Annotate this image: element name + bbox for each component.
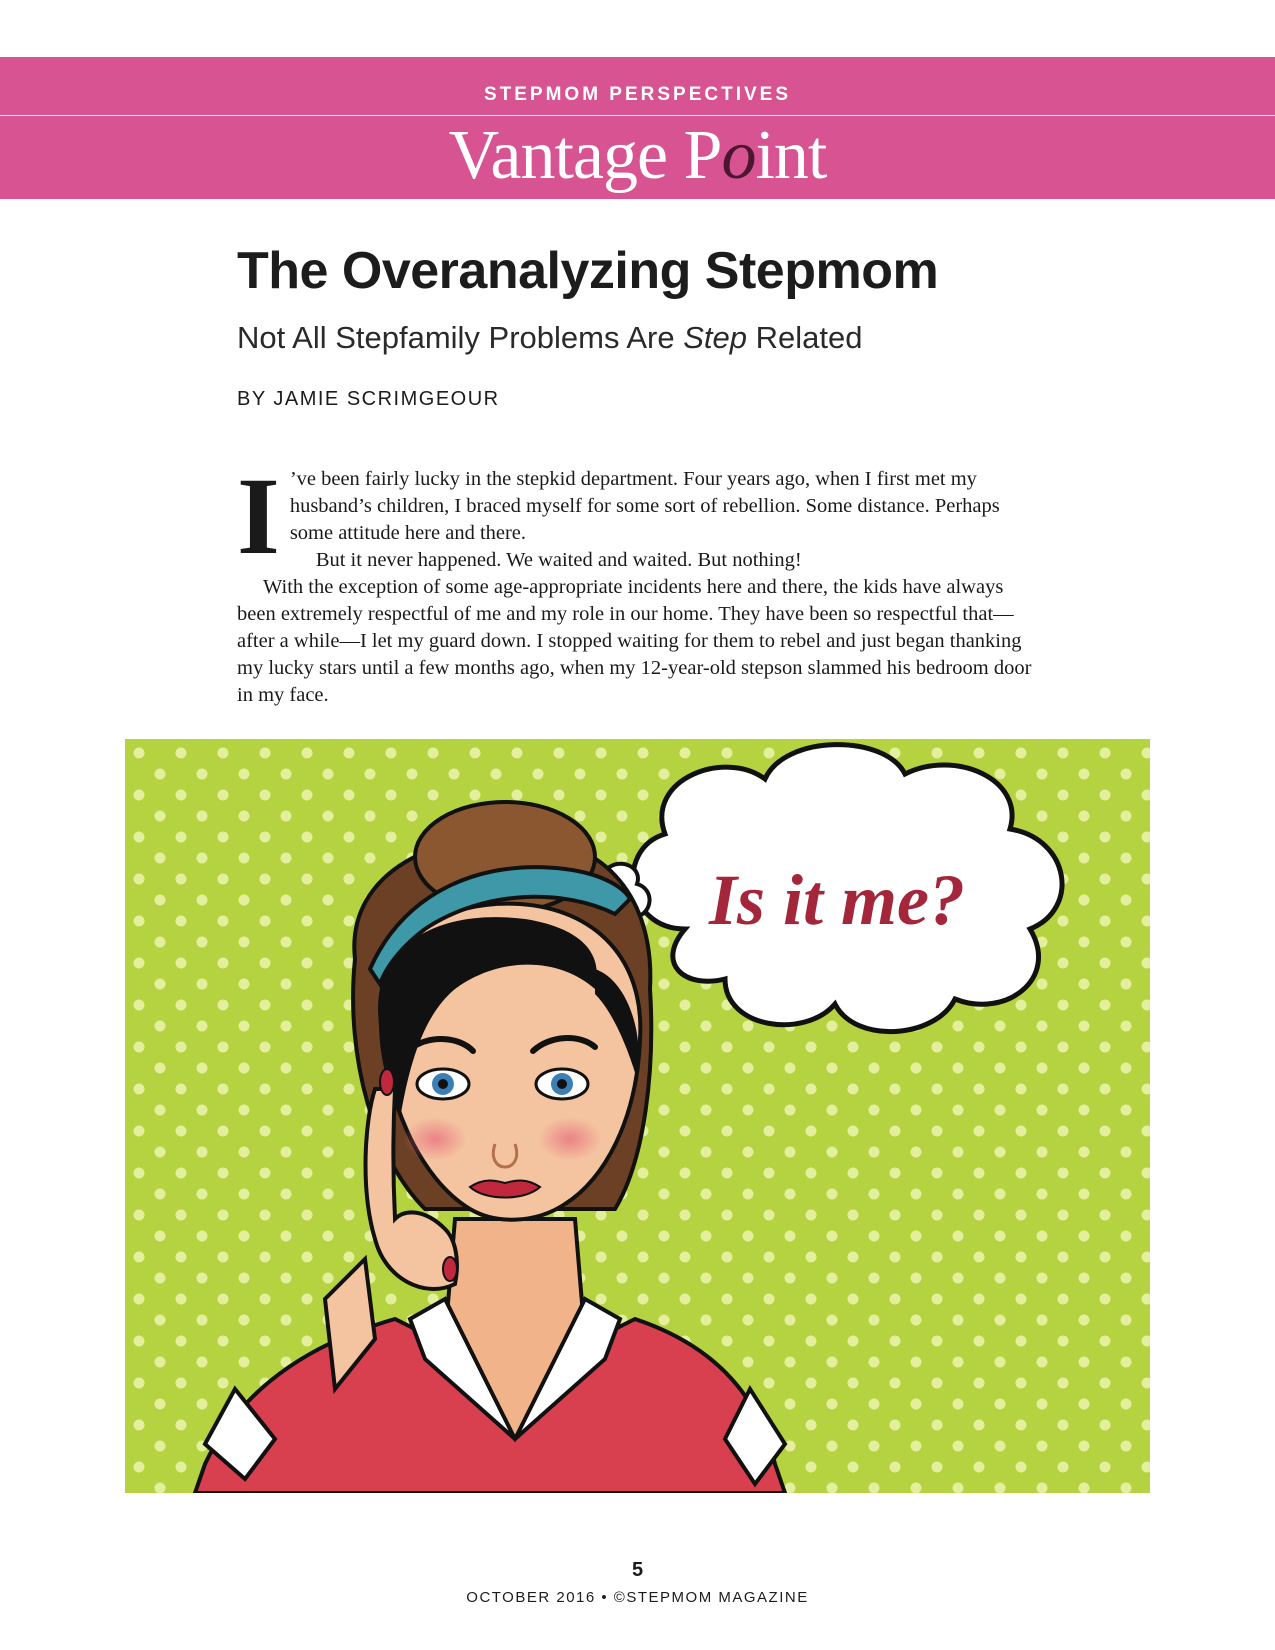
article-subhead xyxy=(237,318,1137,358)
paragraph-1: ’ve been fairly lucky in the stepkid department. Four years ago, when I first met my husband’s children, I braced myself for some sort of rebellion. Some distance. Perhaps some attitude here and there. xyxy=(289,468,1000,544)
byline: BY JAMIE SCRIMGEOUR xyxy=(237,388,500,410)
column-title-part1: Vantage P xyxy=(448,117,722,194)
column-title-accent: o xyxy=(721,117,756,194)
article-headline: The Overanalyzing Stepmom xyxy=(237,242,939,300)
fingernail-lower xyxy=(443,1257,457,1281)
drop-cap: I xyxy=(237,455,280,577)
issue-line: OCTOBER 2016 • ©STEPMOM MAGAZINE xyxy=(466,1589,809,1606)
blush-right xyxy=(538,1117,602,1161)
article-body xyxy=(237,455,1037,709)
subhead-italic: Step xyxy=(683,320,748,355)
paragraph-3: With the exception of some age-appropriate incidents here and there, the kids have always been extremely respectful of me and my role in our home. They have been so respectful that—after a while—I let my guard down. I stopped waiting for them to rebel and just began thanking my lucky stars until a few months ago, when my 12-year-old stepson slammed his bedroom door in my face. xyxy=(237,576,1032,706)
column-title xyxy=(0,117,1275,195)
fingernail-top xyxy=(380,1069,394,1095)
column-title-part2: int xyxy=(755,117,827,194)
speech-bubble-text: Is it me? xyxy=(708,860,966,940)
subhead-part2: Related xyxy=(747,320,863,355)
blush-left xyxy=(403,1117,467,1161)
section-kicker: STEPMOM PERSPECTIVES xyxy=(483,84,792,105)
page-number: 5 xyxy=(631,1559,644,1581)
paragraph-2: But it never happened. We waited and waited. But nothing! xyxy=(315,549,802,571)
header-divider xyxy=(0,115,1275,116)
subhead-part1: Not All Stepfamily Problems Are xyxy=(237,320,684,355)
thinking-woman-illustration xyxy=(125,739,1150,1493)
